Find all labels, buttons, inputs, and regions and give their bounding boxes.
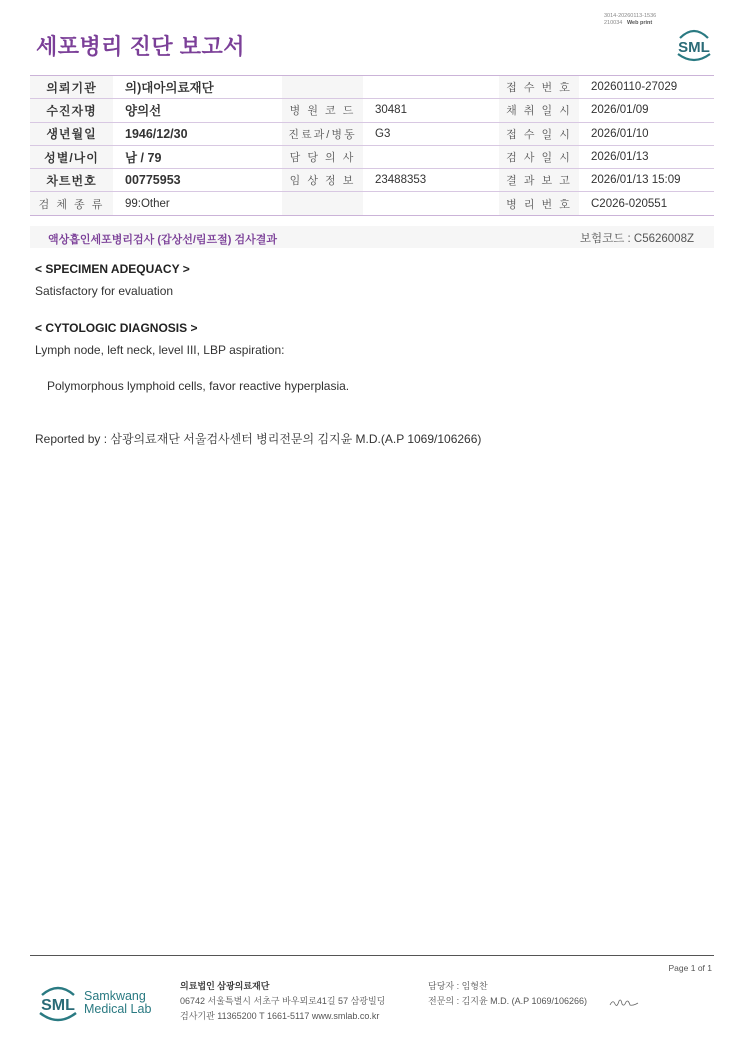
info-value: 2026/01/10 — [579, 122, 714, 145]
info-label: 담 당 의 사 — [282, 145, 363, 168]
info-row — [30, 192, 714, 215]
info-label: 결 과 보 고 — [499, 169, 579, 192]
info-value — [363, 76, 499, 99]
footer-divider — [30, 955, 714, 956]
print-meta: 3014-20260113-1536 210034 Web print — [604, 13, 657, 26]
info-label: 진료과/병동 — [282, 122, 363, 145]
info-value: C2026-020551 — [579, 192, 714, 215]
info-value: 의)대아의료재단 — [113, 76, 282, 99]
info-value: 20260110-27029 — [579, 76, 714, 99]
diagnosis-heading: < CYTOLOGIC DIAGNOSIS > — [35, 321, 198, 335]
info-value: 30481 — [363, 99, 499, 122]
info-label: 병 원 코 드 — [282, 99, 363, 122]
info-label: 의뢰기관 — [30, 76, 113, 99]
patient-info-table — [30, 75, 714, 216]
info-row — [30, 122, 714, 145]
adequacy-text: Satisfactory for evaluation — [35, 284, 174, 298]
diagnosis-text: Polymorphous lymphoid cells, favor reactive hyperplasia. — [47, 379, 350, 393]
info-label: 검 사 일 시 — [499, 145, 579, 168]
info-row — [30, 145, 714, 168]
info-label: 성별/나이 — [30, 145, 113, 168]
info-value — [363, 192, 499, 215]
info-label: 채 취 일 시 — [499, 99, 579, 122]
svg-text:SML: SML — [41, 997, 75, 1014]
info-label — [282, 76, 363, 99]
info-value: 2026/01/13 15:09 — [579, 169, 714, 192]
info-row — [30, 76, 714, 99]
info-label: 접 수 번 호 — [499, 76, 579, 99]
info-row — [30, 169, 714, 192]
info-value: 남 / 79 — [113, 145, 282, 168]
info-value: G3 — [363, 122, 499, 145]
info-value: 99:Other — [113, 192, 282, 215]
company-name: Samkwang Medical Lab — [84, 989, 152, 1016]
info-value: 양의선 — [113, 99, 282, 122]
sml-logo-footer — [36, 981, 80, 1025]
adequacy-heading: < SPECIMEN ADEQUACY > — [35, 262, 190, 276]
test-title-bar — [30, 226, 714, 248]
info-value: 2026/01/13 — [579, 145, 714, 168]
info-label: 수진자명 — [30, 99, 113, 122]
sml-logo — [672, 26, 716, 64]
info-label — [282, 192, 363, 215]
info-value: 23488353 — [363, 169, 499, 192]
test-name: 액상흡인세포병리검사 (갑상선/림프절) 검사결과 — [48, 234, 278, 246]
info-label: 검 체 종 류 — [30, 192, 113, 215]
reported-by: Reported by : 삼광의료재단 서울검사센터 병리전문의 김지윤 M.D.(A.P 1069/106266) — [35, 432, 482, 446]
info-label: 접 수 일 시 — [499, 122, 579, 145]
info-value: 1946/12/30 — [113, 122, 282, 145]
footer-org-info: 의료법인 삼광의료재단 06742 서울특별시 서초구 바우뫼로41길 57 삼광빌딩 검사기관 11365200 T 1661-5117 www.smlab.co.kr — [180, 981, 386, 1021]
info-label: 차트번호 — [30, 169, 113, 192]
info-label: 생년월일 — [30, 122, 113, 145]
svg-text:SML: SML — [678, 39, 710, 56]
page-number: Page 1 of 1 — [668, 963, 712, 973]
info-label: 병 리 번 호 — [499, 192, 579, 215]
info-label: 임 상 정 보 — [282, 169, 363, 192]
insurance-code: 보험코드 : C5626008Z — [579, 233, 694, 245]
info-value: 00775953 — [113, 169, 282, 192]
info-value — [363, 145, 499, 168]
page-title: 세포병리 진단 보고서 — [36, 34, 245, 59]
info-value: 2026/01/09 — [579, 99, 714, 122]
diagnosis-site: Lymph node, left neck, level III, LBP aspiration: — [35, 343, 285, 357]
signature — [609, 997, 639, 1009]
footer-staff-info: 담당자 : 임형찬 전문의 : 김지윤 M.D. (A.P 1069/106266) — [428, 981, 588, 1006]
info-row — [30, 99, 714, 122]
